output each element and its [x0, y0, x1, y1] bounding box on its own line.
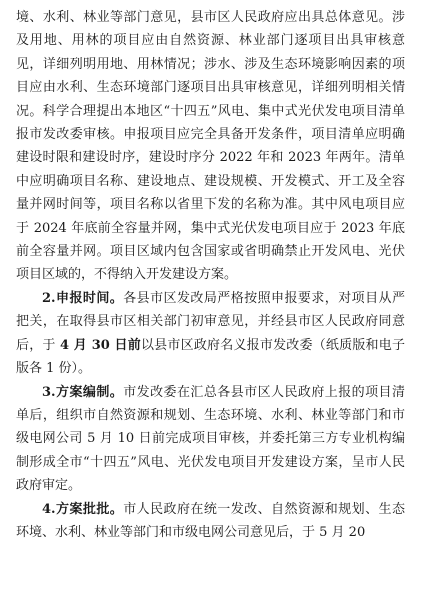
paragraph-2	[16, 287, 405, 381]
paragraph-2-text-a: 各县市区发改局严格按照申报要求，对项目从严把关，在取得县市区相关部门初审意见，并经县市区人民政府同意后，于	[16, 290, 405, 353]
paragraph-4	[16, 498, 405, 545]
section-heading-3: 3.方案编制。	[42, 384, 124, 400]
paragraph-2-text-b: 以县市区政府名义报市发改委（纸质版和电子版各 1 份）。	[16, 337, 405, 377]
deadline-date: 4 月 30 日前	[59, 337, 141, 353]
paragraph-4-text: 市人民政府在统一发改、自然资源和规划、生态环境、水利、林业等部门和市级电网公司意见后，于 5 月 20	[16, 501, 405, 540]
paragraph-3	[16, 381, 405, 498]
paragraph-1: 境、水利、林业等部门意见，县市区人民政府应出具总体意见。涉及用地、用林的项目应由自然资源、林业部门逐项目出具审核意见，详细列明用地、用林情况；涉水、涉及生态环境影响因素的项目应由水利、生态环境部门逐项目出具审核意见，详细列明相关情况。科学合理提出本地区“十四五”风电、集中式光伏发电项目清单报市发改委审核。申报项目应完全具备开发条件，项目清单应明确建设时限和建设时序，建设时序分 2022 年和 2023 年两年。清单中应明确项目名称、建设地点、建设规模、开发模式、开工及全容量并网时间等，项目名称以省里下发的名称为准。其中风电项目应于 2024 年底前全容量并网，集中式光伏发电项目应于 2023 年底前全容量并网。项目区域内包含国家或省明确禁止开发风电、光伏项目区域的，不得纳入开发建设方案。	[16, 10, 405, 283]
section-heading-4: 4.方案批批。	[42, 501, 124, 517]
section-heading-2: 2.申报时间。	[42, 290, 124, 306]
paragraph-3-text: 市发改委在汇总各县市区人民政府上报的项目清单后，组织市自然资源和规划、生态环境、水利、林业等部门和市级电网公司 5 月 10 日前完成项目审核，并委托第三方专业机构编制形成全市“十四五”风电、光伏发电项目开发建设方案，呈市人民政府审定。	[16, 384, 405, 494]
